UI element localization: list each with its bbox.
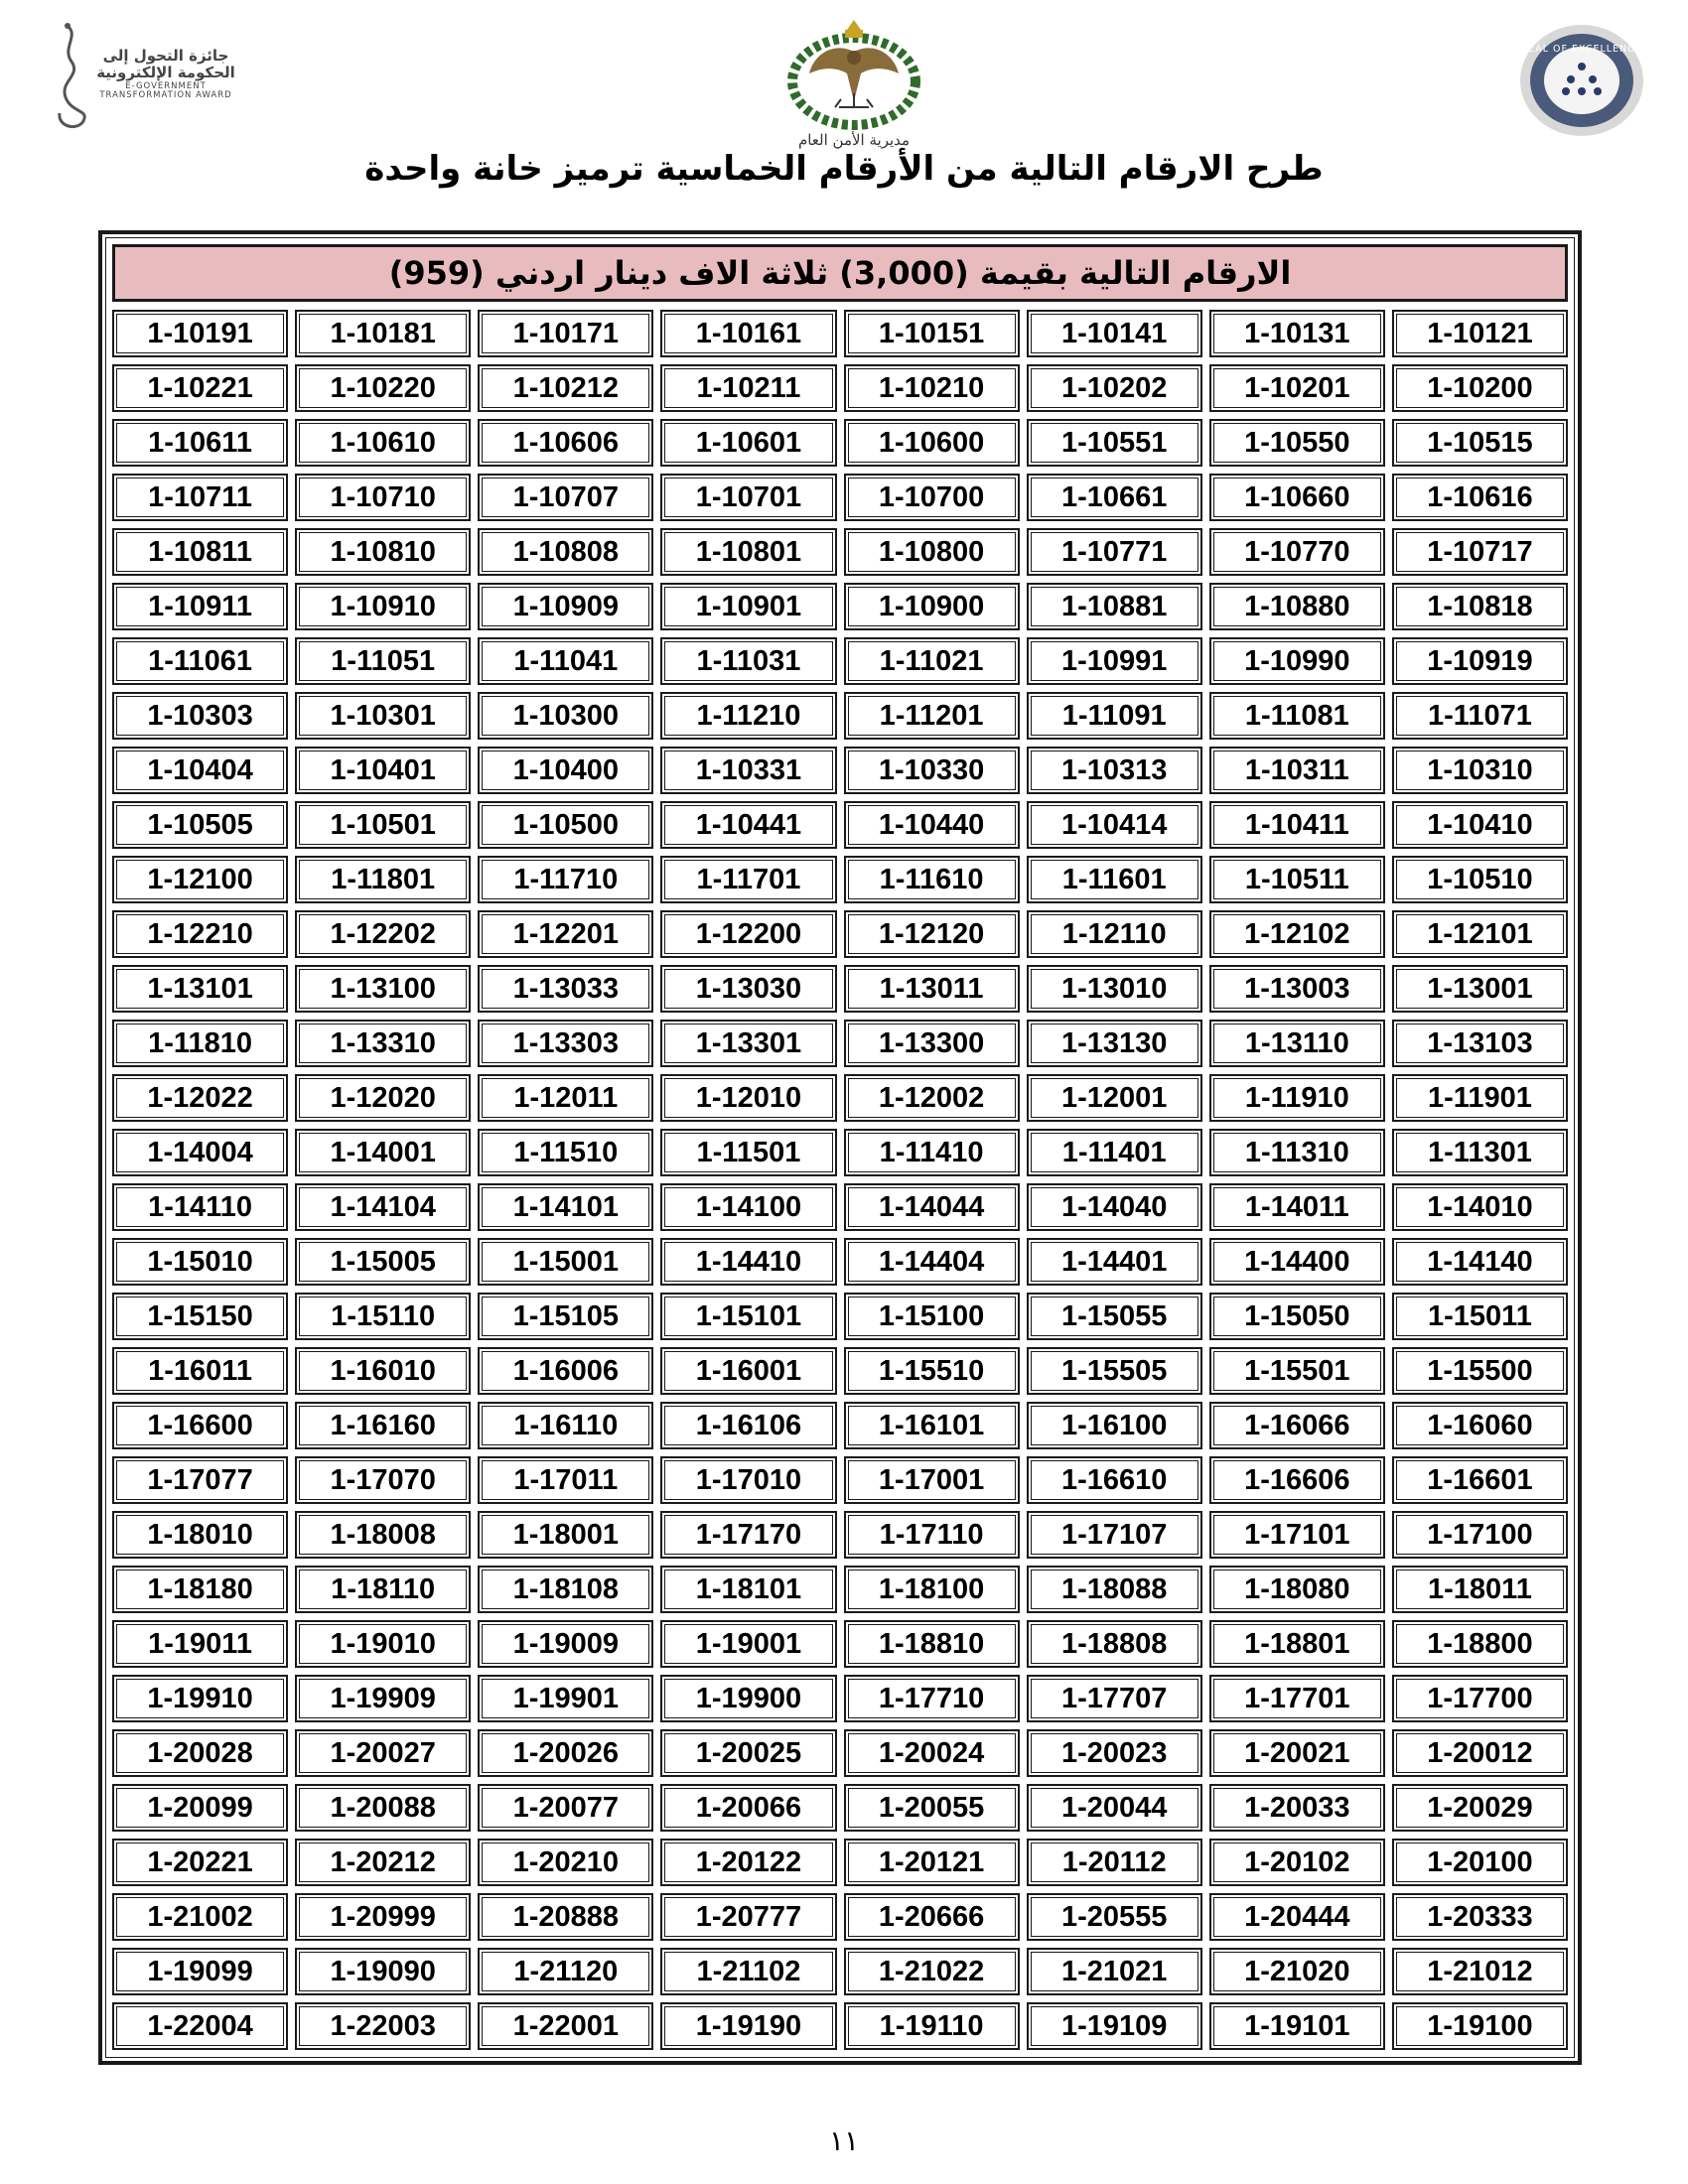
seal-badge-icon: [1517, 22, 1646, 139]
number-cell: 1-10990: [1209, 637, 1385, 685]
emblem-caption: مديرية الأمن العام: [797, 131, 911, 149]
number-cell: 1-13010: [1027, 965, 1202, 1013]
number-cell: 1-10808: [478, 528, 653, 576]
number-cell: 1-10331: [660, 747, 836, 794]
number-cell: 1-11091: [1027, 692, 1202, 740]
number-cell: 1-19909: [295, 1675, 471, 1722]
number-cell: 1-21020: [1209, 1948, 1385, 1995]
number-cell: 1-10700: [844, 474, 1020, 521]
number-cell: 1-14104: [295, 1183, 471, 1231]
number-cell: 1-15105: [478, 1293, 653, 1340]
number-cell: 1-14010: [1392, 1183, 1568, 1231]
number-cell: 1-10300: [478, 692, 653, 740]
number-cell: 1-12202: [295, 910, 471, 958]
number-cell: 1-20999: [295, 1893, 471, 1941]
number-cell: 1-19001: [660, 1620, 836, 1668]
number-cell: 1-15110: [295, 1293, 471, 1340]
number-cell: 1-20099: [112, 1784, 288, 1832]
number-cell: 1-22001: [478, 2002, 653, 2050]
number-cell: 1-16110: [478, 1402, 653, 1449]
number-cell: 1-10221: [112, 364, 288, 412]
number-cell: 1-16060: [1392, 1402, 1568, 1449]
number-cell: 1-10711: [112, 474, 288, 521]
number-cell: 1-20029: [1392, 1784, 1568, 1832]
number-cell: 1-19099: [112, 1948, 288, 1995]
number-cell: 1-20112: [1027, 1839, 1202, 1886]
number-cell: 1-14410: [660, 1238, 836, 1286]
number-cell: 1-10880: [1209, 583, 1385, 630]
seal-of-excellence-logo: [1517, 22, 1646, 139]
number-cell: 1-10515: [1392, 419, 1568, 467]
number-cell: 1-16066: [1209, 1402, 1385, 1449]
numbers-grid: [112, 310, 1568, 2050]
number-cell: 1-10919: [1392, 637, 1568, 685]
number-cell: 1-13103: [1392, 1020, 1568, 1067]
number-cell: 1-17070: [295, 1456, 471, 1504]
number-cell: 1-18001: [478, 1511, 653, 1559]
number-cell: 1-13303: [478, 1020, 653, 1067]
number-cell: 1-20024: [844, 1729, 1020, 1777]
number-cell: 1-10220: [295, 364, 471, 412]
number-cell: 1-20888: [478, 1893, 653, 1941]
number-cell: 1-15501: [1209, 1347, 1385, 1395]
numbers-table: [98, 230, 1582, 2065]
number-cell: 1-10191: [112, 310, 288, 357]
number-cell: 1-20077: [478, 1784, 653, 1832]
number-cell: 1-12022: [112, 1074, 288, 1122]
number-cell: 1-20027: [295, 1729, 471, 1777]
number-cell: 1-10181: [295, 310, 471, 357]
number-cell: 1-19910: [112, 1675, 288, 1722]
number-cell: 1-19900: [660, 1675, 836, 1722]
number-cell: 1-12102: [1209, 910, 1385, 958]
number-cell: 1-10202: [1027, 364, 1202, 412]
number-cell: 1-10611: [112, 419, 288, 467]
award-english-line1: E-GOVERNMENT: [125, 80, 207, 91]
number-cell: 1-10606: [478, 419, 653, 467]
number-cell: 1-16006: [478, 1347, 653, 1395]
number-cell: 1-11801: [295, 856, 471, 903]
number-cell: 1-21120: [478, 1948, 653, 1995]
number-cell: 1-12200: [660, 910, 836, 958]
number-cell: 1-17011: [478, 1456, 653, 1504]
number-cell: 1-17170: [660, 1511, 836, 1559]
number-cell: 1-10810: [295, 528, 471, 576]
number-cell: 1-11910: [1209, 1074, 1385, 1122]
number-cell: 1-20055: [844, 1784, 1020, 1832]
number-cell: 1-14110: [112, 1183, 288, 1231]
number-cell: 1-10801: [660, 528, 836, 576]
number-cell: 1-14040: [1027, 1183, 1202, 1231]
number-cell: 1-10511: [1209, 856, 1385, 903]
number-cell: 1-20100: [1392, 1839, 1568, 1886]
number-cell: 1-10991: [1027, 637, 1202, 685]
number-cell: 1-11501: [660, 1129, 836, 1176]
number-cell: 1-10911: [112, 583, 288, 630]
number-cell: 1-13300: [844, 1020, 1020, 1067]
number-cell: 1-20023: [1027, 1729, 1202, 1777]
number-cell: 1-10131: [1209, 310, 1385, 357]
number-cell: 1-20066: [660, 1784, 836, 1832]
number-cell: 1-10707: [478, 474, 653, 521]
number-cell: 1-10616: [1392, 474, 1568, 521]
e-government-award-logo: [50, 18, 235, 137]
number-cell: 1-10303: [112, 692, 288, 740]
number-cell: 1-13100: [295, 965, 471, 1013]
number-cell: 1-10660: [1209, 474, 1385, 521]
page-title: طرح الارقام التالية من الأرقام الخماسية ترميز خانة واحدة: [364, 149, 1324, 189]
number-cell: 1-15150: [112, 1293, 288, 1340]
number-cell: 1-11301: [1392, 1129, 1568, 1176]
number-cell: 1-14100: [660, 1183, 836, 1231]
number-cell: 1-14400: [1209, 1238, 1385, 1286]
number-cell: 1-14401: [1027, 1238, 1202, 1286]
number-cell: 1-19100: [1392, 2002, 1568, 2050]
number-cell: 1-21022: [844, 1948, 1020, 1995]
number-cell: 1-13101: [112, 965, 288, 1013]
number-cell: 1-13301: [660, 1020, 836, 1067]
number-cell: 1-10770: [1209, 528, 1385, 576]
number-cell: 1-17700: [1392, 1675, 1568, 1722]
number-cell: 1-21021: [1027, 1948, 1202, 1995]
number-cell: 1-14404: [844, 1238, 1020, 1286]
number-cell: 1-20026: [478, 1729, 653, 1777]
number-cell: 1-15001: [478, 1238, 653, 1286]
number-cell: 1-10550: [1209, 419, 1385, 467]
number-cell: 1-12010: [660, 1074, 836, 1122]
number-cell: 1-12001: [1027, 1074, 1202, 1122]
number-cell: 1-10313: [1027, 747, 1202, 794]
number-cell: 1-17010: [660, 1456, 836, 1504]
number-cell: 1-15005: [295, 1238, 471, 1286]
number-cell: 1-15505: [1027, 1347, 1202, 1395]
number-cell: 1-11041: [478, 637, 653, 685]
number-cell: 1-20028: [112, 1729, 288, 1777]
number-cell: 1-15510: [844, 1347, 1020, 1395]
number-cell: 1-14101: [478, 1183, 653, 1231]
number-cell: 1-20666: [844, 1893, 1020, 1941]
number-cell: 1-19009: [478, 1620, 653, 1668]
number-cell: 1-18101: [660, 1566, 836, 1613]
number-cell: 1-10414: [1027, 801, 1202, 849]
number-cell: 1-17001: [844, 1456, 1020, 1504]
number-cell: 1-13001: [1392, 965, 1568, 1013]
number-cell: 1-10311: [1209, 747, 1385, 794]
number-cell: 1-18088: [1027, 1566, 1202, 1613]
number-cell: 1-10601: [660, 419, 836, 467]
public-security-emblem: [779, 12, 928, 156]
number-cell: 1-11071: [1392, 692, 1568, 740]
number-cell: 1-10212: [478, 364, 653, 412]
number-cell: 1-22003: [295, 2002, 471, 2050]
number-cell: 1-10510: [1392, 856, 1568, 903]
number-cell: 1-20210: [478, 1839, 653, 1886]
number-cell: 1-19010: [295, 1620, 471, 1668]
number-cell: 1-10201: [1209, 364, 1385, 412]
number-cell: 1-17100: [1392, 1511, 1568, 1559]
number-cell: 1-15010: [112, 1238, 288, 1286]
number-cell: 1-10900: [844, 583, 1020, 630]
number-cell: 1-18108: [478, 1566, 653, 1613]
number-cell: 1-10330: [844, 747, 1020, 794]
number-cell: 1-21102: [660, 1948, 836, 1995]
number-cell: 1-20012: [1392, 1729, 1568, 1777]
number-cell: 1-18801: [1209, 1620, 1385, 1668]
number-cell: 1-17077: [112, 1456, 288, 1504]
number-cell: 1-10909: [478, 583, 653, 630]
number-cell: 1-10610: [295, 419, 471, 467]
number-cell: 1-11031: [660, 637, 836, 685]
number-cell: 1-13033: [478, 965, 653, 1013]
number-cell: 1-16610: [1027, 1456, 1202, 1504]
number-cell: 1-18110: [295, 1566, 471, 1613]
number-cell: 1-18100: [844, 1566, 1020, 1613]
number-cell: 1-10410: [1392, 801, 1568, 849]
number-cell: 1-11701: [660, 856, 836, 903]
number-cell: 1-10701: [660, 474, 836, 521]
number-cell: 1-12210: [112, 910, 288, 958]
number-cell: 1-20044: [1027, 1784, 1202, 1832]
number-cell: 1-12201: [478, 910, 653, 958]
number-cell: 1-11810: [112, 1020, 288, 1067]
number-cell: 1-13011: [844, 965, 1020, 1013]
number-cell: 1-11901: [1392, 1074, 1568, 1122]
number-cell: 1-14001: [295, 1129, 471, 1176]
number-cell: 1-19901: [478, 1675, 653, 1722]
number-cell: 1-10151: [844, 310, 1020, 357]
number-cell: 1-19011: [112, 1620, 288, 1668]
number-cell: 1-11051: [295, 637, 471, 685]
number-cell: 1-17107: [1027, 1511, 1202, 1559]
number-cell: 1-17710: [844, 1675, 1020, 1722]
number-cell: 1-10901: [660, 583, 836, 630]
number-cell: 1-16160: [295, 1402, 471, 1449]
number-cell: 1-10600: [844, 419, 1020, 467]
number-cell: 1-20777: [660, 1893, 836, 1941]
number-cell: 1-19190: [660, 2002, 836, 2050]
number-cell: 1-20333: [1392, 1893, 1568, 1941]
number-cell: 1-20033: [1209, 1784, 1385, 1832]
number-cell: 1-10200: [1392, 364, 1568, 412]
number-cell: 1-11081: [1209, 692, 1385, 740]
award-arabic-line2: الحكومة الإلكترونية: [96, 64, 235, 82]
number-cell: 1-12020: [295, 1074, 471, 1122]
number-cell: 1-13003: [1209, 965, 1385, 1013]
number-cell: 1-18800: [1392, 1620, 1568, 1668]
number-cell: 1-16100: [1027, 1402, 1202, 1449]
number-cell: 1-11601: [1027, 856, 1202, 903]
number-cell: 1-10881: [1027, 583, 1202, 630]
number-cell: 1-17707: [1027, 1675, 1202, 1722]
number-cell: 1-10717: [1392, 528, 1568, 576]
number-cell: 1-10811: [112, 528, 288, 576]
number-cell: 1-10500: [478, 801, 653, 849]
number-cell: 1-20021: [1209, 1729, 1385, 1777]
number-cell: 1-20121: [844, 1839, 1020, 1886]
number-cell: 1-20555: [1027, 1893, 1202, 1941]
number-cell: 1-15500: [1392, 1347, 1568, 1395]
price-banner: الارقام التالية بقيمة (3,000) ثلاثة الاف دينار اردني (959): [112, 244, 1568, 302]
number-cell: 1-14004: [112, 1129, 288, 1176]
number-cell: 1-11061: [112, 637, 288, 685]
number-cell: 1-11510: [478, 1129, 653, 1176]
number-cell: 1-11410: [844, 1129, 1020, 1176]
number-cell: 1-12101: [1392, 910, 1568, 958]
number-cell: 1-15100: [844, 1293, 1020, 1340]
number-cell: 1-10440: [844, 801, 1020, 849]
number-cell: 1-10411: [1209, 801, 1385, 849]
number-cell: 1-15055: [1027, 1293, 1202, 1340]
number-cell: 1-18808: [1027, 1620, 1202, 1668]
number-cell: 1-14011: [1209, 1183, 1385, 1231]
number-cell: 1-19090: [295, 1948, 471, 1995]
number-cell: 1-10210: [844, 364, 1020, 412]
number-cell: 1-19110: [844, 2002, 1020, 2050]
number-cell: 1-10661: [1027, 474, 1202, 521]
number-cell: 1-15050: [1209, 1293, 1385, 1340]
number-cell: 1-22004: [112, 2002, 288, 2050]
number-cell: 1-10301: [295, 692, 471, 740]
number-cell: 1-16010: [295, 1347, 471, 1395]
number-cell: 1-10441: [660, 801, 836, 849]
number-cell: 1-10710: [295, 474, 471, 521]
number-cell: 1-13310: [295, 1020, 471, 1067]
number-cell: 1-11021: [844, 637, 1020, 685]
number-cell: 1-19101: [1209, 2002, 1385, 2050]
number-cell: 1-11710: [478, 856, 653, 903]
number-cell: 1-18010: [112, 1511, 288, 1559]
number-cell: 1-10141: [1027, 310, 1202, 357]
number-cell: 1-14044: [844, 1183, 1020, 1231]
number-cell: 1-13130: [1027, 1020, 1202, 1067]
number-cell: 1-20212: [295, 1839, 471, 1886]
number-cell: 1-10121: [1392, 310, 1568, 357]
number-cell: 1-12120: [844, 910, 1020, 958]
number-cell: 1-12100: [112, 856, 288, 903]
number-cell: 1-11610: [844, 856, 1020, 903]
number-cell: 1-18180: [112, 1566, 288, 1613]
number-cell: 1-10171: [478, 310, 653, 357]
number-cell: 1-16606: [1209, 1456, 1385, 1504]
number-cell: 1-13030: [660, 965, 836, 1013]
number-cell: 1-18080: [1209, 1566, 1385, 1613]
number-cell: 1-10400: [478, 747, 653, 794]
number-cell: 1-20102: [1209, 1839, 1385, 1886]
number-cell: 1-20088: [295, 1784, 471, 1832]
number-cell: 1-16101: [844, 1402, 1020, 1449]
seal-text: SEAL OF EXCELLENCE: [1521, 44, 1642, 55]
number-cell: 1-17701: [1209, 1675, 1385, 1722]
number-cell: 1-17110: [844, 1511, 1020, 1559]
number-cell: 1-10771: [1027, 528, 1202, 576]
number-cell: 1-16600: [112, 1402, 288, 1449]
number-cell: 1-10551: [1027, 419, 1202, 467]
number-cell: 1-10211: [660, 364, 836, 412]
number-cell: 1-12011: [478, 1074, 653, 1122]
number-cell: 1-16001: [660, 1347, 836, 1395]
number-cell: 1-10505: [112, 801, 288, 849]
award-english-line2: TRANSFORMATION AWARD: [99, 90, 232, 101]
number-cell: 1-10501: [295, 801, 471, 849]
number-cell: 1-11210: [660, 692, 836, 740]
number-cell: 1-19109: [1027, 2002, 1202, 2050]
award-arabic-line1: جائزة التحول إلى: [102, 47, 229, 65]
number-cell: 1-15101: [660, 1293, 836, 1340]
number-cell: 1-10310: [1392, 747, 1568, 794]
number-cell: 1-18008: [295, 1511, 471, 1559]
number-cell: 1-18810: [844, 1620, 1020, 1668]
number-cell: 1-11201: [844, 692, 1020, 740]
number-cell: 1-17101: [1209, 1511, 1385, 1559]
number-cell: 1-12002: [844, 1074, 1020, 1122]
number-cell: 1-10401: [295, 747, 471, 794]
number-cell: 1-14140: [1392, 1238, 1568, 1286]
eagle-crest-icon: [779, 12, 928, 131]
number-cell: 1-13110: [1209, 1020, 1385, 1067]
number-cell: 1-10404: [112, 747, 288, 794]
page-number: ١١: [828, 2124, 860, 2157]
number-cell: 1-10910: [295, 583, 471, 630]
number-cell: 1-20444: [1209, 1893, 1385, 1941]
number-cell: 1-10818: [1392, 583, 1568, 630]
number-cell: 1-21012: [1392, 1948, 1568, 1995]
number-cell: 1-10800: [844, 528, 1020, 576]
number-cell: 1-20122: [660, 1839, 836, 1886]
number-cell: 1-11401: [1027, 1129, 1202, 1176]
number-cell: 1-18011: [1392, 1566, 1568, 1613]
number-cell: 1-10161: [660, 310, 836, 357]
number-cell: 1-12110: [1027, 910, 1202, 958]
number-cell: 1-20221: [112, 1839, 288, 1886]
number-cell: 1-16011: [112, 1347, 288, 1395]
number-cell: 1-16106: [660, 1402, 836, 1449]
number-cell: 1-20025: [660, 1729, 836, 1777]
number-cell: 1-11310: [1209, 1129, 1385, 1176]
number-cell: 1-15011: [1392, 1293, 1568, 1340]
number-cell: 1-21002: [112, 1893, 288, 1941]
number-cell: 1-16601: [1392, 1456, 1568, 1504]
